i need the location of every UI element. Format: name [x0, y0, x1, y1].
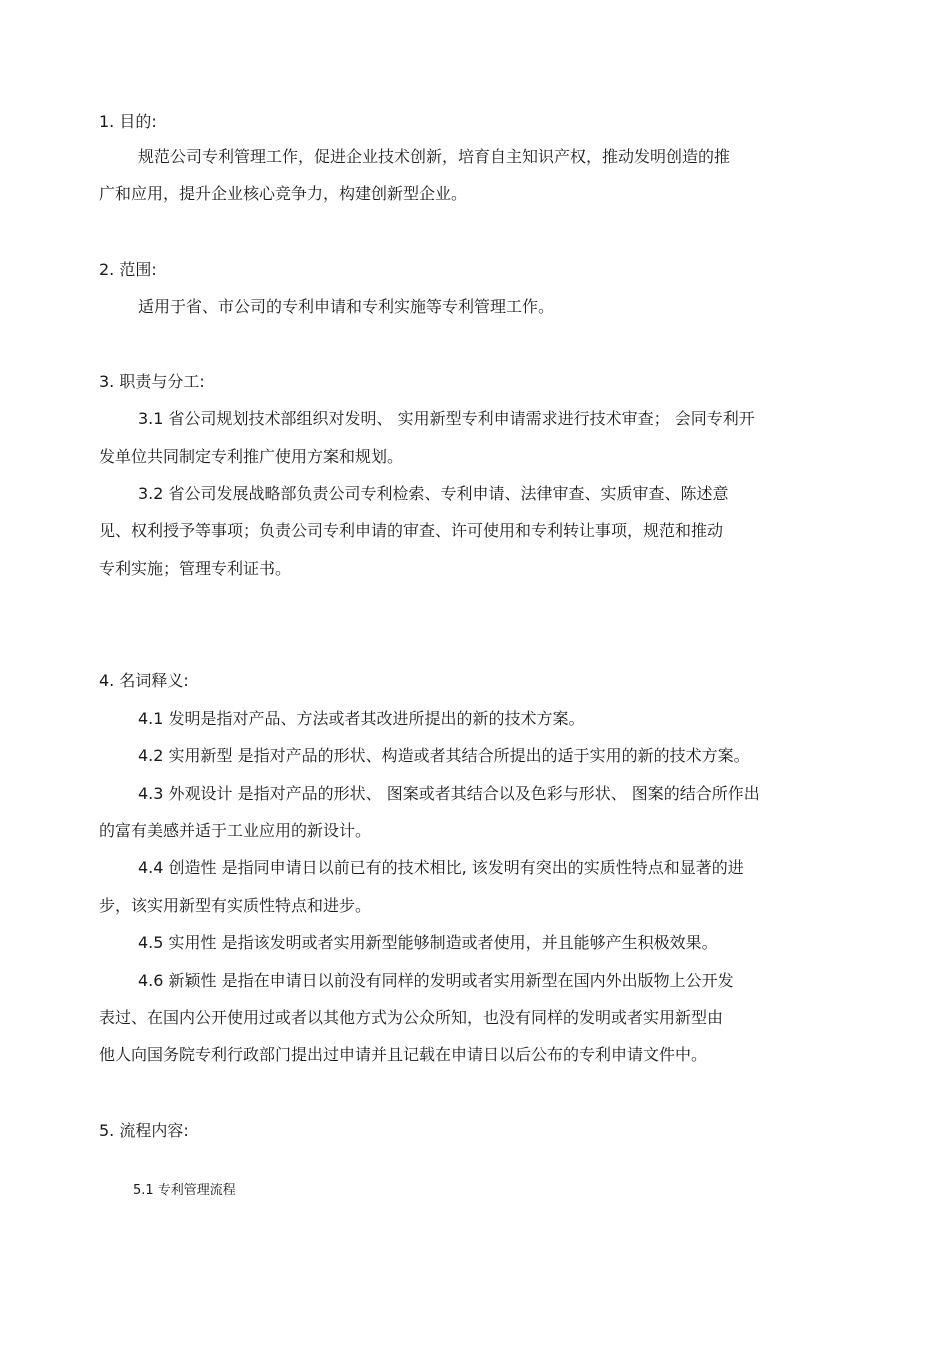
- section-4-line-1: 4.1 发明是指对产品、方法或者其改进所提出的新的技术方案。: [138, 709, 585, 728]
- section-5-line-1: 5.1 专利管理流程: [133, 1183, 236, 1198]
- section-1-line-1: 规范公司专利管理工作，促进企业技术创新，培育自主知识产权，推动发明创造的推: [138, 147, 731, 166]
- section-4-line-6: 步，该实用新型有实质性特点和进步。: [99, 896, 372, 915]
- section-2-line-1: 适用于省、市公司的专利申请和专利实施等专利管理工作。: [138, 297, 555, 316]
- section-4-line-5: 4.4 创造性 是指同申请日以前已有的技术相比, 该发明有突出的实质性特点和显著的进: [138, 858, 744, 877]
- section-4-line-2: 4.2 实用新型 是指对产品的形状、构造或者其结合所提出的适于实用的新的技术方案。: [138, 746, 750, 765]
- section-1-heading: 1. 目的:: [99, 112, 157, 131]
- section-4-line-3: 4.3 外观设计 是指对产品的形状、 图案或者其结合以及色彩与形状、 图案的结合所作出: [138, 784, 760, 803]
- section-4-line-4: 的富有美感并适于工业应用的新设计。: [99, 821, 372, 840]
- section-4-line-7: 4.5 实用性 是指该发明或者实用新型能够制造或者使用，并且能够产生积极效果。: [138, 933, 718, 952]
- section-2-heading: 2. 范围:: [99, 260, 157, 279]
- section-3-line-3: 3.2 省公司发展战略部负责公司专利检索、专利申请、法律审查、实质审查、陈述意: [138, 484, 729, 503]
- section-3-line-4: 见、权利授予等事项；负责公司专利申请的审查、许可使用和专利转让事项，规范和推动: [99, 521, 724, 540]
- section-4-line-10: 他人向国务院专利行政部门提出过申请并且记载在申请日以后公布的专利申请文件中。: [99, 1045, 708, 1064]
- section-3-line-2: 发单位共同制定专利推广使用方案和规划。: [99, 447, 404, 466]
- section-3-heading: 3. 职责与分工:: [99, 372, 205, 391]
- section-4-line-8: 4.6 新颖性 是指在申请日以前没有同样的发明或者实用新型在国内外出版物上公开发: [138, 971, 734, 990]
- section-3-line-5: 专利实施；管理专利证书。: [99, 559, 292, 578]
- section-1-line-2: 广和应用，提升企业核心竞争力，构建创新型企业。: [99, 184, 468, 203]
- section-5-heading: 5. 流程内容:: [99, 1121, 189, 1140]
- section-4-heading: 4. 名词释义:: [99, 671, 189, 690]
- section-3-line-1: 3.1 省公司规划技术部组织对发明、 实用新型专利申请需求进行技术审查； 会同专利开: [138, 409, 755, 428]
- section-4-line-9: 表过、在国内公开使用过或者以其他方式为公众所知，也没有同样的发明或者实用新型由: [99, 1008, 724, 1027]
